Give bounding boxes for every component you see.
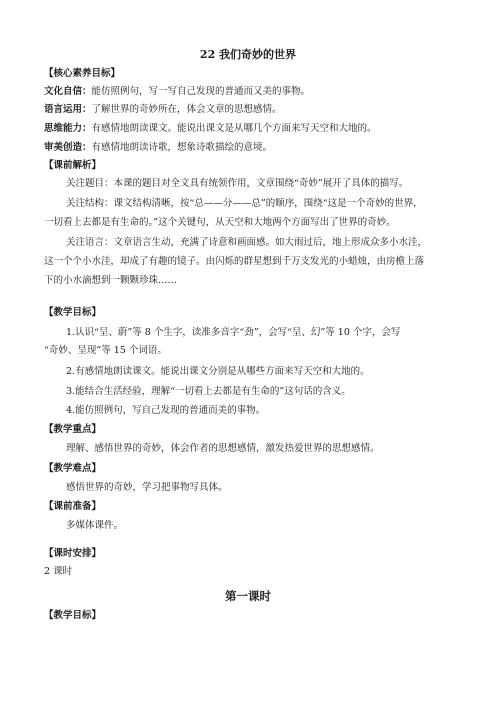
key-heading: 【教学重点】 <box>44 424 102 435</box>
analysis-heading: 【课前解析】 <box>44 160 102 171</box>
analysis-line: 这一个个小水洼，却成了有趣的镜子。由闪烁的群星想到千万支发光的小蜡烛，由房檐上落 <box>44 256 425 267</box>
prep-heading: 【课前准备】 <box>44 501 102 512</box>
prep-text: 多媒体课件。 <box>66 520 124 531</box>
key-text: 理解、感悟世界的奇妙，体会作者的思想感情，激发热爱世界的思想感情。 <box>66 443 380 454</box>
core-item-1 <box>44 86 310 99</box>
schedule-heading: 【课时安排】 <box>44 548 102 559</box>
difficulty-text: 感悟世界的奇妙，学习把事物写具体。 <box>66 482 228 493</box>
goal-line: 4.能仿照例句，写自己发现的普通而美的事物。 <box>66 405 266 416</box>
core-item-3 <box>44 123 377 136</box>
lesson-title: 第一课时 <box>225 589 271 603</box>
core-text: 了解世界的奇妙所在，体会文章的思想感情。 <box>91 104 282 115</box>
core-text: 有感情地朗读课文。能说出课文是从哪几个方面来写天空和大地的。 <box>91 123 377 134</box>
schedule-text: 2 课时 <box>44 566 73 577</box>
core-item-4 <box>44 142 272 155</box>
core-item-2 <box>44 104 282 117</box>
goal-line: 1.认识“呈、蔚”等 8 个生字，读准多音字“劲”，会写“呈、幻”等 10 个字，会写 <box>66 327 401 338</box>
analysis-line: 下的小水滴想到一颗颗珍珠…… <box>44 275 178 286</box>
core-text: 能仿照例句，写一写自己发现的普通而又美的事物。 <box>91 86 311 97</box>
analysis-line: 关注题目：本课的题目对全文具有统领作用，文章围绕“奇妙”展开了具体的描写。 <box>66 178 409 189</box>
analysis-line: 关注语言：文章语言生动，充满了诗意和画面感。如大雨过后，地上形成众多小水洼， <box>66 237 428 248</box>
goals-heading: 【教学目标】 <box>44 307 102 318</box>
goal-line: 3.能结合生活经验，理解“一切看上去都是有生命的”这句话的含义。 <box>66 386 351 397</box>
goal-line: “奇妙、呈现”等 15 个词语。 <box>44 345 167 356</box>
page-title: 22 我们奇妙的世界 <box>199 48 297 61</box>
core-text: 有感情地朗读诗歌，想象诗歌描绘的意境。 <box>91 142 273 153</box>
analysis-line: 关注结构：课文结构清晰，按“总——分——总”的顺序，围绕“这是一个奇妙的世界， <box>66 198 423 209</box>
analysis-line: 一切看上去都是有生命的。”这个关键句，从天空和大地两个方面写出了世界的奇妙。 <box>44 217 396 228</box>
core-label: 语言运用： <box>44 104 92 115</box>
difficulty-heading: 【教学难点】 <box>44 463 102 474</box>
lesson-goals-heading: 【教学目标】 <box>44 610 102 621</box>
core-label: 思维能力： <box>44 123 92 134</box>
core-label: 文化自信： <box>44 86 92 97</box>
core-heading: 【核心素养目标】 <box>44 68 121 79</box>
goal-line: 2.有感情地朗读课文。能说出课文分别是从哪些方面来写天空和大地的。 <box>66 366 370 377</box>
core-label: 审美创造： <box>44 142 92 153</box>
